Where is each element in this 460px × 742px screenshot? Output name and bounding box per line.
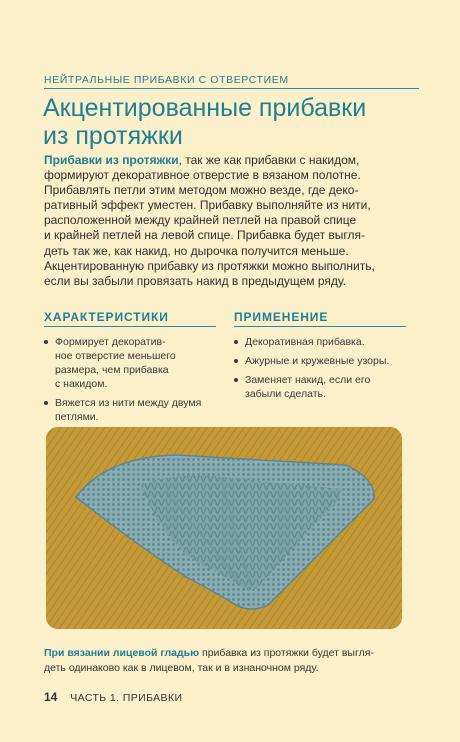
- page-title: [43, 94, 423, 150]
- body-line-6: и крайней петлей на левой спице. Прибавка будет выгля-: [44, 228, 366, 243]
- body-line-3: Прибавлять петли этим методом можно везде, где деко-: [44, 183, 359, 198]
- application-item: Декоративная прибавка.: [234, 335, 424, 349]
- body-lead: Прибавки из протяжки: [44, 153, 179, 167]
- caption-lead: При вязании лицевой гладью: [44, 647, 200, 659]
- application-divider: [234, 326, 406, 327]
- application-item: Ажурные и кружевные узоры.: [234, 354, 424, 368]
- application-item: Заменяет накид, если его забыли сделать.: [234, 373, 424, 401]
- section-kicker: НЕЙТРАЛЬНЫЕ ПРИБАВКИ С ОТВЕРСТИЕМ: [44, 74, 289, 86]
- body-line-8: Акцентированную прибавку из протяжки можно выполнить,: [44, 258, 375, 273]
- body-line-7: деть так же, как накид, но дырочка получится меньше.: [44, 243, 349, 258]
- photo-caption: [44, 646, 414, 676]
- body-line-9: если вы забыли провязать накид в предыдущем ряду.: [44, 273, 347, 288]
- body-line-5: расположенной между крайней петлей на правой спице: [44, 213, 357, 228]
- page-number: 14: [44, 690, 58, 704]
- characteristics-item: Формирует декоратив- ное отверстие меньшего размера, чем прибавка с накидом.: [44, 335, 224, 391]
- title-line-1: Акцентированные прибавки: [43, 94, 367, 122]
- characteristics-heading: ХАРАКТЕРИСТИКИ: [44, 310, 169, 324]
- application-list: [234, 335, 424, 406]
- title-line-2: из протяжки: [43, 122, 183, 150]
- page-footer: [44, 690, 182, 704]
- caption-rest: прибавка из протяжки будет выгля- деть одинаково как в лицевом, так и в изнаночном ряду.: [44, 647, 374, 674]
- body-line-1-rest: , так же как прибавки с накидом,: [178, 153, 360, 167]
- body-line-1: [44, 153, 429, 168]
- characteristics-list: [44, 335, 224, 429]
- characteristics-item: Вяжется из нити между двумя петлями.: [44, 396, 224, 424]
- body-line-2: формируют декоративное отверстие в вязаном полотне.: [44, 168, 361, 183]
- knitting-sample-photo: [46, 427, 402, 629]
- characteristics-divider: [44, 326, 216, 327]
- application-heading: ПРИМЕНЕНИЕ: [234, 310, 329, 324]
- footer-section-title: ЧАСТЬ 1. ПРИБАВКИ: [70, 692, 183, 704]
- intro-paragraph: [44, 153, 429, 289]
- knitted-swatch-illustration: [46, 427, 402, 629]
- kicker-divider: [44, 88, 419, 89]
- body-line-4: ративный эффект уместен. Прибавку выполняйте из нити,: [44, 198, 371, 213]
